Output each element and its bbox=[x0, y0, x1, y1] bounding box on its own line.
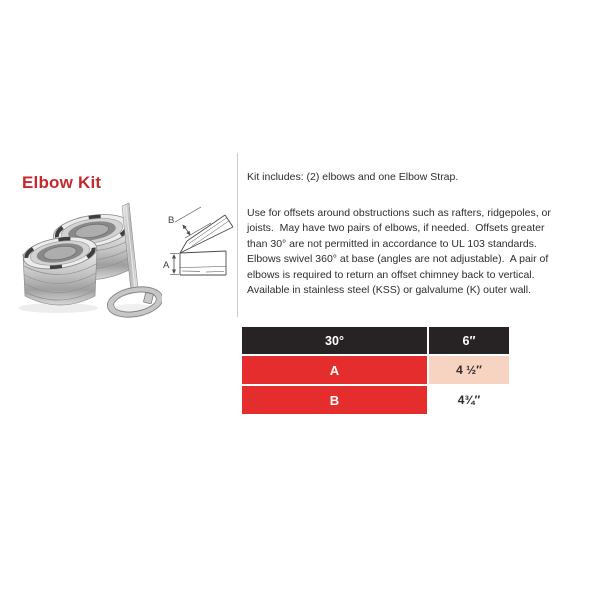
usage-text bbox=[247, 206, 587, 298]
kit-includes-text: Kit includes: (2) elbows and one Elbow Strap. bbox=[247, 171, 459, 183]
diagram-label-b: B bbox=[168, 215, 175, 226]
dimension-diagram bbox=[156, 196, 241, 291]
spec-table-row-b-value: 4¾″ bbox=[429, 386, 509, 414]
spec-table-header-size: 6″ bbox=[429, 327, 509, 354]
product-title: Elbow Kit bbox=[22, 173, 102, 192]
usage-text-line: joists. May have two pairs of elbows, if needed. Offsets greater bbox=[247, 222, 545, 235]
spec-table-row-b-label: B bbox=[242, 386, 427, 414]
elbow-front bbox=[21, 232, 99, 305]
spec-table bbox=[242, 327, 509, 414]
spec-table-row-a-value: 4 ½″ bbox=[429, 356, 509, 384]
strap-clamp bbox=[105, 283, 162, 320]
spec-table-header-angle: 30° bbox=[242, 327, 427, 354]
usage-text-line: Use for offsets around obstructions such as rafters, ridgepoles, or bbox=[247, 207, 551, 219]
diagram-label-a: A bbox=[163, 260, 170, 271]
usage-text-line: than 30° are not permitted in accordance to UL 103 standards. bbox=[247, 237, 537, 250]
spec-table-row-a-label: A bbox=[242, 356, 427, 384]
usage-text-line: Available in stainless steel (KSS) or galvalume (K) outer wall. bbox=[247, 284, 532, 297]
usage-text-line: elbows is required to return an offset chimney back to vertical. bbox=[247, 268, 535, 281]
usage-text-line: Elbows swivel 360° at base (angles are not adjustable). A pair of bbox=[247, 253, 549, 266]
product-photo-elbow-kit bbox=[12, 196, 162, 320]
description-block bbox=[247, 170, 587, 298]
vertical-divider bbox=[237, 153, 238, 317]
